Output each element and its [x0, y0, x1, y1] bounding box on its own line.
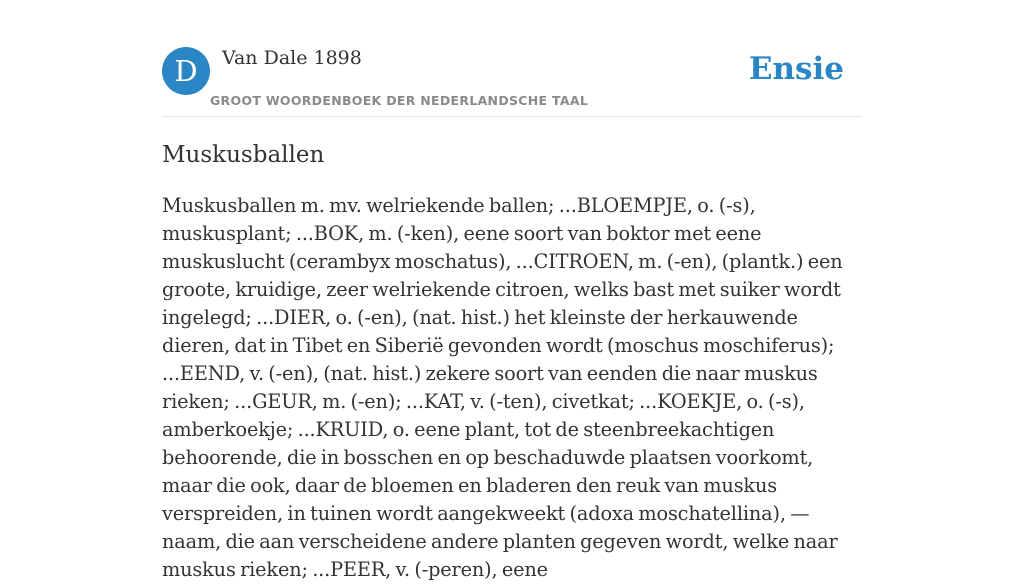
dictionary-header: [162, 46, 862, 117]
ensie-logo-link[interactable]: Ensie: [748, 51, 844, 87]
dictionary-avatar[interactable]: D: [162, 47, 210, 95]
dictionary-subtitle: GROOT WOORDENBOEK DER NEDERLANDSCHE TAAL: [210, 93, 589, 108]
entry-title: Muskusballen: [162, 142, 325, 168]
dictionary-title[interactable]: Van Dale 1898: [222, 47, 362, 69]
entry-definition: Muskusballen m. mv. welriekende ballen; ...BLOEMPJE, o. (-s), muskusplant; ...BOK, m. (-ken), eene soort van boktor met eene muskuslucht (cerambyx moschatus), ...CITROEN, m. (-en), (plantk.) een groote, kruidige, zeer welriekende citroen, welks bast met suiker wordt ingelegd; ...DIER, o. (-en), (nat. hist.) het kleinste der herkauwende dieren, dat in Tibet en Siberië gevonden wordt (moschus moschiferus); ...EEND, v. (-en), (nat. hist.) zekere soort van eenden die naar muskus rieken; ...GEUR, m. (-en); ...KAT, v. (-ten), civetkat; ...KOEKJE, o. (-s), amberkoekje; ...KRUID, o. eene plant, tot de steenbreekachtigen behoorende, die in bosschen en op beschaduwde plaatsen voorkomt, maar die ook, daar de bloemen en bladeren den reuk van muskus verspreiden, in tuinen wordt aangekweekt (adoxa moschatellina), — naam, die aan verscheidene andere planten gegeven wordt, welke naar muskus rieken; ...PEER, v. (-peren), eene: [162, 194, 843, 581]
